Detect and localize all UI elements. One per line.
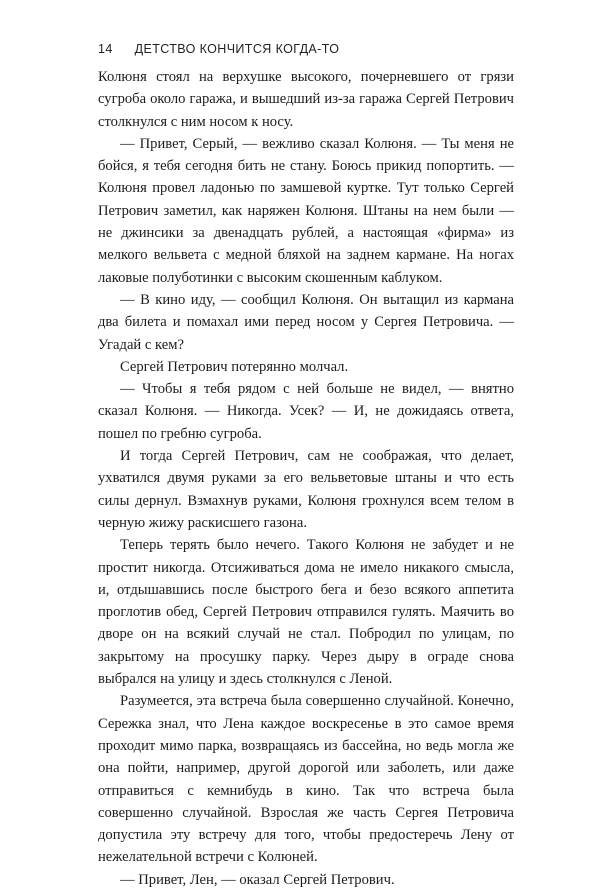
running-title: ДЕТСТВО КОНЧИТСЯ КОГДА-ТО [134, 42, 340, 56]
paragraph: — Привет, Серый, — вежливо сказал Колюня. — Ты меня не бойся, я тебя сегодня бить не стану. Боюсь прикид попортить. — Колюня провел ладонью по замшевой куртке. Тут только Сергей Петрович заметил, как наряжен Колюня. Штаны на нем были — не джинсики за двенадцать рублей, а настоящая «фирма» из мелкого вельвета с медной бляхой на заднем кармане. На ногах лаковые полуботинки с высоким скошенным каблуком. [98, 135, 514, 286]
paragraph: Теперь терять было нечего. Такого Колюня не забудет и не простит никогда. Отсиживаться дома не имело никакого смысла, и, отдышавшись после быстрого бега и безо всякого аппетита проглотив обед, Сергей Петрович отправился гулять. Маячить во дворе он на всякий случай не стал. Побродил по улицам, по закрытому на просушку парку. Через дыру в ограде снова выбрался на улицу и здесь столкнулся с Леной. [98, 537, 514, 688]
paragraph: — Привет, Лен, — оказал Сергей Петрович. [120, 871, 395, 888]
paragraph: Разумеется, эта встреча была совершенно случайной. Конечно, Сережка знал, что Лена каждое воскресенье в это самое время проходит мимо парка, возвращаясь из бассейна, но ведь могла же она пойти, например, другой дорогой или заболеть, или даже отправиться с кемнибудь в кино. Так что встреча была совершенно случайной. Взрослая же часть Сергея Петровича допустила эту встречу для того, чтобы предостеречь Лену от нежелательной встречи с Колюней. [98, 693, 514, 866]
paragraph: Колюня стоял на верхушке высокого, почерневшего от грязи сугроба около гаража, и вышедший из-за гаража Сергей Петрович столкнулся с ним носом к носу. [98, 69, 514, 130]
body-text [98, 66, 514, 891]
paragraph: — В кино иду, — сообщил Колюня. Он вытащил из кармана два билета и помахал ими перед носом у Сергея Петровича. — Угадай с кем? [98, 291, 514, 353]
paragraph: — Чтобы я тебя рядом с ней больше не видел, — внятно сказал Колюня. — Никогда. Усек? — И, не дожидаясь ответа, пошел по гребню сугроба. [98, 381, 514, 442]
paragraph: И тогда Сергей Петрович, сам не соображая, что делает, ухватился двумя руками за его вельветовые штаны и что есть силы дернул. Взмахнув руками, Колюня грохнулся всем телом в черную жижу раскисшего газона. [98, 448, 514, 531]
page-number: 14 [98, 42, 113, 56]
running-head [98, 42, 339, 56]
paragraph: Сергей Петрович потерянно молчал. [120, 358, 349, 375]
